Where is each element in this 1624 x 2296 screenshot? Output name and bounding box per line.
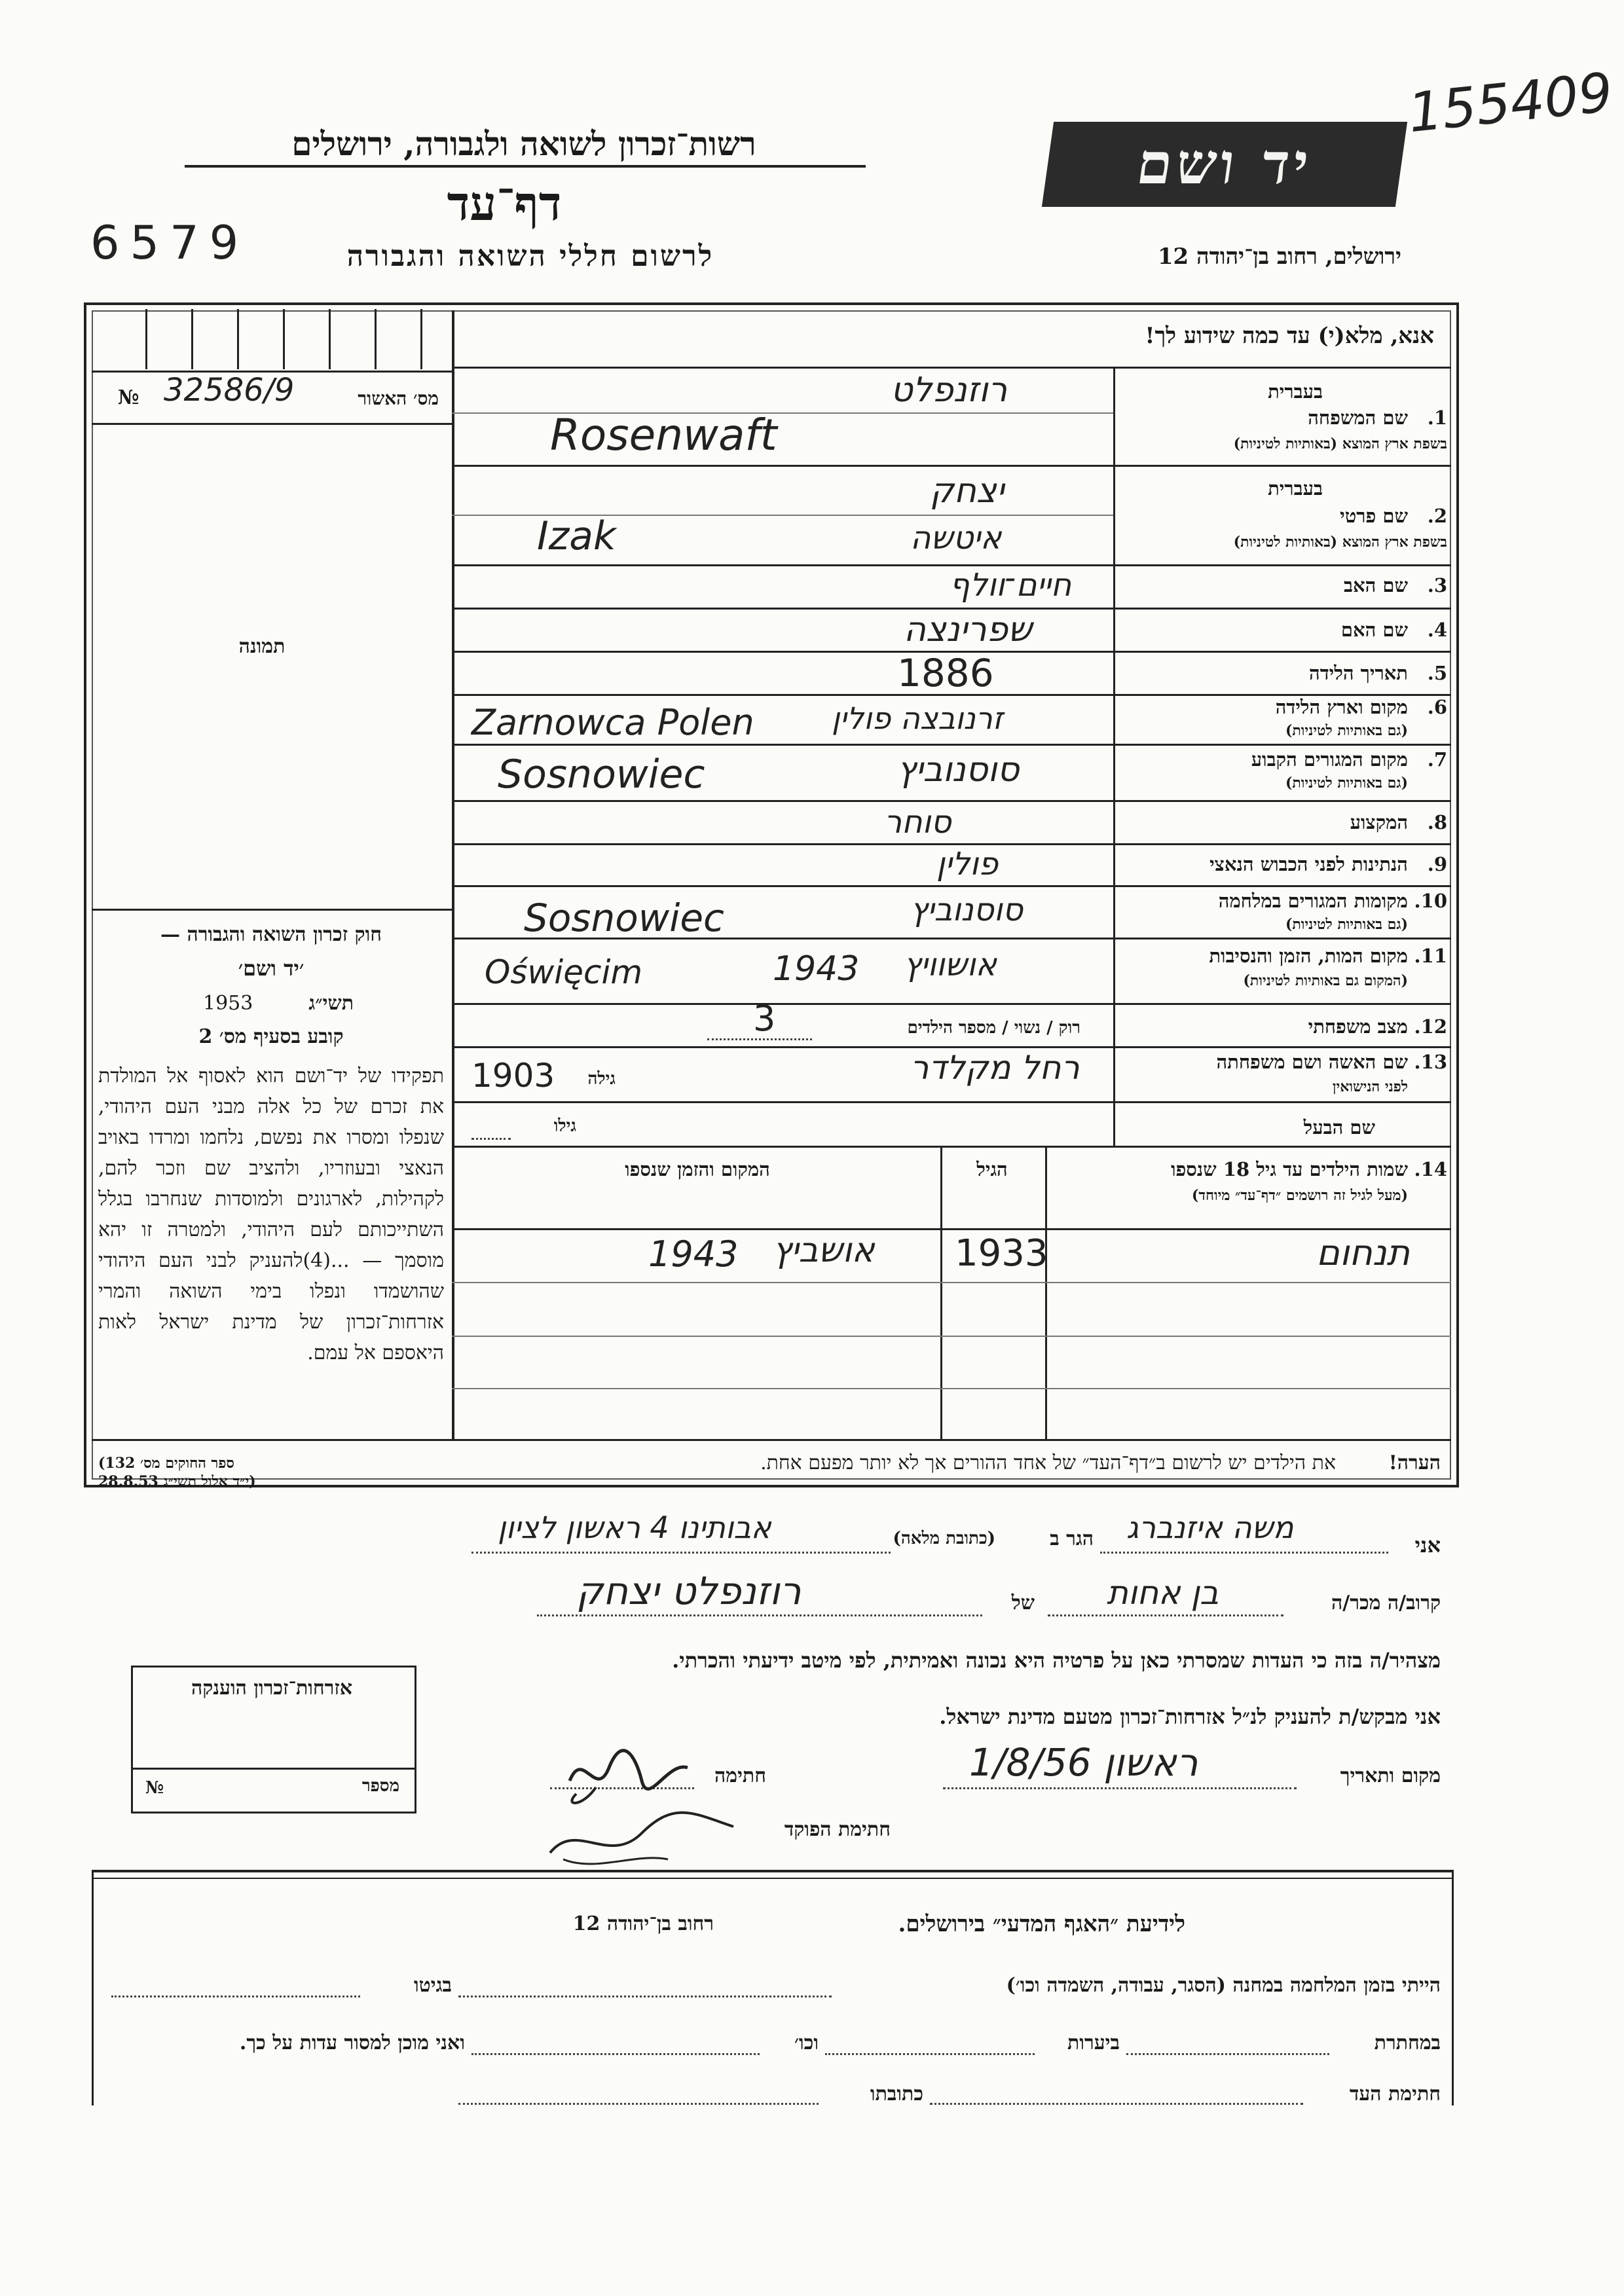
field10-num: 10. — [1414, 890, 1447, 912]
field13-label: שם האשה ושם משפחתה — [1216, 1051, 1408, 1073]
husband-age-line — [471, 1138, 511, 1140]
field8-num: 8. — [1427, 811, 1447, 833]
footer-underground-line — [1126, 2053, 1329, 2055]
field11-num: 11. — [1414, 945, 1447, 967]
decl-place-date-value: ראשון 1/8/56 — [969, 1740, 1198, 1785]
child-row-place: אושביץ — [773, 1231, 875, 1270]
field2-value-heb: יצחק — [930, 471, 1005, 511]
decl-relative-label: קרוב/ה מכר/ה — [1331, 1592, 1441, 1614]
footer-title: לידיעת ״האגף המדעי״ בירושלים. — [898, 1911, 1185, 1937]
field13-value: רחל מקלדר — [910, 1049, 1080, 1087]
decl-signature-label: חתימה — [714, 1764, 766, 1787]
decl-of-label: של — [1011, 1592, 1035, 1614]
child-row-year: 1943 — [648, 1233, 739, 1275]
field7-value-heb: סוסנוביץ — [897, 750, 1020, 790]
field6-value-latin: Zarnowca Polen — [471, 702, 754, 743]
field11-value-latin: Oświęcim — [485, 953, 643, 991]
child-row-age: 1933 — [955, 1232, 1048, 1275]
field2-sublabel: בשפת ארץ המוצא (באותיות לטיניות) — [1233, 534, 1447, 551]
footer-address: רחוב בן־יהודה 12 — [572, 1912, 714, 1935]
decl-resident: הגר ב — [1050, 1527, 1094, 1550]
field7-value-latin: Sosnowiec — [498, 752, 705, 797]
field9-label: הנתינות לפני הכבוש הנאצי — [1209, 853, 1408, 875]
field2-lang: בעברית — [1268, 477, 1323, 500]
field10-sublabel: (גם באותיות לטיניות) — [1285, 916, 1408, 933]
decl-name-value: משה איזנברג — [1126, 1510, 1294, 1545]
decl-clerk-label: חתימת הפוקד — [784, 1818, 891, 1841]
footer-ghetto-line — [111, 1995, 360, 1997]
decl-place-date-label: מקום ותאריך — [1340, 1764, 1441, 1787]
field1-lang: בעברית — [1268, 380, 1323, 403]
citizenship-number-label: מספר — [361, 1776, 399, 1796]
field12-label: מצב משפחתי — [1308, 1015, 1408, 1038]
decl-ani: אני — [1414, 1533, 1441, 1558]
law-title: חוק זכרון השואה והגבורה — — [160, 923, 382, 946]
law-text: תפקידו של יד־ושם הוא לאסוף אל המולדת את זכרם של כל אלה מבני העם היהודי, שנפלו ומסרו את נפשם, נלחמו ומרדו באויב הנאצי ובעוזריו, ולהציב שם וזכר להם, לקהילות, לארגונים ולמוסדות שנחרבו בגלל השתייכותם לעם היהודי, ולמטרה זו יהא מוסמך — ...(4)להעניק לבני העם היהודי שהושמדו ונפלו בימי השואה והמרי אזרחות־זכרון של מדינת ישראל לאות היאספם אל עמם. — [98, 1065, 444, 1364]
form-subtitle: לרשום חללי השואה והגבורה — [346, 240, 714, 273]
footer-line3-a: חתימת העד — [1349, 2083, 1441, 2105]
field2-label: שם פרטי — [1340, 505, 1408, 527]
citizenship-title: אזרחות־זכרון הוענקה — [191, 1677, 353, 1700]
children-names-subheader: (מעל לגיל זה רושמים ״דף־עד״ מיוחד) — [1191, 1187, 1408, 1204]
field12-children-value: 3 — [753, 998, 776, 1039]
law-year-heb: תשי״ג — [308, 992, 354, 1015]
field8-value: סוחר — [884, 804, 951, 841]
field10-value-heb: סוסנוביץ — [910, 892, 1024, 928]
field1-sublabel: בשפת ארץ המוצא (באותיות לטיניות) — [1233, 435, 1447, 452]
instruction-text: אנא, מלא(י) עד כמה שידוע לך! — [1145, 323, 1434, 349]
field13-age-label: גילה — [587, 1069, 616, 1089]
footer-line2-a: במחתרת — [1374, 2032, 1441, 2054]
decl-of-value: רוזנפלט יצחק — [576, 1569, 802, 1613]
note-text: את הילדים יש לרשום ב״דף־העד״ של אחד ההורים אך לא יותר מפעם אחת. — [760, 1451, 1336, 1474]
field12-num: 12. — [1414, 1015, 1447, 1038]
field8-label: המקצוע — [1350, 811, 1408, 833]
children-names-header: שמות הילדים עד גיל 18 שנספו — [1171, 1158, 1408, 1180]
label-column-divider — [1113, 368, 1115, 1147]
authority-title: רשות־זכרון לשואה ולגבורה, ירושלים — [291, 124, 756, 163]
field7-label: מקום המגורים הקבוע — [1251, 748, 1408, 771]
footer-line1-start: הייתי בזמן המלחמה במחנה (הסגר, עבודה, השמדה וכו׳) — [1006, 1974, 1441, 1997]
child-row-name: תנחום — [1316, 1232, 1410, 1273]
file-number: 6579 — [90, 216, 249, 270]
field13-age-value: 1903 — [471, 1057, 555, 1095]
field3-value: חיים־וולף — [950, 567, 1072, 604]
field13-num: 13. — [1414, 1051, 1447, 1073]
header-address: ירושלים, רחוב בן־יהודה 12 — [1157, 244, 1401, 270]
field4-value: שפרינצה — [904, 610, 1032, 649]
approval-no-symbol: № — [118, 386, 139, 409]
field2-value-heb2: איטשה — [910, 520, 1002, 556]
children-header-divider — [452, 1228, 1451, 1230]
decl-relation-line — [1048, 1614, 1283, 1616]
field9-num: 9. — [1427, 853, 1447, 875]
decl-address-label: (כתובת מלאה) — [893, 1529, 995, 1548]
field6-label: מקום וארץ הלידה — [1275, 696, 1408, 718]
husband-label: שם הבעל — [1303, 1116, 1375, 1139]
photo-divider — [92, 909, 452, 911]
left-column-divider — [452, 310, 454, 1440]
field2-num: 2. — [1427, 505, 1447, 527]
footer-address-line — [458, 2103, 819, 2105]
field6-num: 6. — [1427, 696, 1447, 718]
footer-etc-line — [471, 2053, 760, 2055]
field7-sublabel: (גם באותיות לטיניות) — [1285, 774, 1408, 792]
footer-witness-sig-line — [930, 2103, 1303, 2105]
field11-label: מקום המות, הזמן והנסיבות — [1209, 945, 1408, 967]
field13-sublabel: לפני הנישואין — [1332, 1078, 1408, 1095]
photo-placeholder-label: תמונה — [238, 635, 286, 658]
field3-num: 3. — [1427, 574, 1447, 596]
children-col-age-left — [940, 1147, 942, 1439]
field6-value-heb: זרנובצה פולין — [832, 701, 1003, 736]
decl-address-line — [471, 1552, 891, 1554]
field5-num: 5. — [1427, 662, 1447, 684]
field11-value-year: 1943 — [773, 949, 860, 989]
law-clause: קובע בסעיף מס׳ 2 — [198, 1025, 344, 1048]
approval-label: מס׳ האשור — [358, 388, 439, 409]
authority-underline — [185, 165, 866, 168]
field10-value-latin: Sosnowiec — [524, 896, 724, 940]
field11-sublabel: (המקום גם באותיות לטיניות) — [1243, 972, 1408, 989]
footer-forest-line — [825, 2053, 1035, 2055]
note-label: הערה! — [1388, 1451, 1441, 1474]
field10-label: מקומות המגורים במלחמה — [1218, 890, 1408, 912]
field7-num: 7. — [1427, 748, 1447, 771]
law-year-greg: 1953 — [203, 992, 253, 1015]
children-col-age-right — [1045, 1147, 1047, 1439]
children-age-header: הגיל — [976, 1158, 1008, 1180]
citizenship-no-symbol: № — [145, 1778, 164, 1798]
approval-number: 32586/9 — [164, 372, 295, 409]
children-num: 14. — [1414, 1158, 1447, 1180]
footer-line2-end: ואני מוכן למסור עדות על כך. — [239, 2032, 465, 2054]
field6-sublabel: (גם באותיות לטיניות) — [1285, 722, 1408, 739]
field5-value: 1886 — [897, 651, 994, 695]
field11-value-heb: אושוויץ — [904, 947, 997, 983]
footer-line2-b: ביערות — [1067, 2032, 1120, 2054]
footer-line3-b: כתובתו — [870, 2083, 923, 2105]
field9-value: פולין — [936, 846, 999, 883]
form-title: דף־עד — [447, 175, 562, 231]
field1-value-heb: רוזנפלט — [891, 371, 1008, 410]
field1-label: שם המשפחה — [1308, 407, 1408, 429]
law-source-date: י״ד אלול תשי״ג 28.8.53) — [98, 1473, 256, 1490]
field5-label: תאריך הלידה — [1309, 662, 1408, 684]
field2-value-latin: Izak — [537, 513, 616, 559]
decl-of-line — [537, 1614, 982, 1616]
footer-line2-c: וכו׳ — [794, 2032, 819, 2054]
field4-label: שם האם — [1340, 619, 1408, 641]
clerk-signature — [537, 1794, 747, 1872]
decl-request: אני מבקש/ת להעניק לנ״ל אזרחות־זכרון מטעם מדינת ישראל. — [939, 1704, 1441, 1729]
corner-number: 155409 — [1405, 61, 1616, 145]
field12-options: רוק / נשוי / מספר הילדים — [907, 1018, 1080, 1038]
decl-relation-value: בן אחות — [1107, 1574, 1219, 1612]
decl-address-value: אבותינו 4 ראשון לציון — [498, 1510, 771, 1545]
field4-num: 4. — [1427, 619, 1447, 641]
law-source: (ספר החוקים מס׳ 132 — [98, 1455, 234, 1472]
law-name: ׳יד ושם׳ — [238, 956, 304, 981]
husband-age-label: גילו — [553, 1116, 576, 1136]
instruction-row-divider — [452, 367, 1451, 369]
decl-declares: מצהיר/ה בזה כי העדות שמסרתי כאן על פרטיה היא נכונה ואמיתית, לפי מיטב ידיעתי והכרתי. — [672, 1648, 1441, 1673]
children-place-header: המקום והזמן שנספו — [625, 1158, 770, 1180]
field3-label: שם האב — [1343, 574, 1408, 596]
field1-num: 1. — [1427, 407, 1447, 429]
footer-line1-end: בגיטו — [413, 1974, 452, 1997]
field1-value-latin: Rosenwaft — [550, 410, 777, 460]
footer-camp-line — [458, 1995, 832, 1997]
approval-divider — [92, 423, 452, 425]
decl-place-date-line — [943, 1787, 1297, 1789]
decl-name-line — [1100, 1552, 1388, 1554]
yad-vashem-logo: יד ושם — [1042, 122, 1407, 207]
